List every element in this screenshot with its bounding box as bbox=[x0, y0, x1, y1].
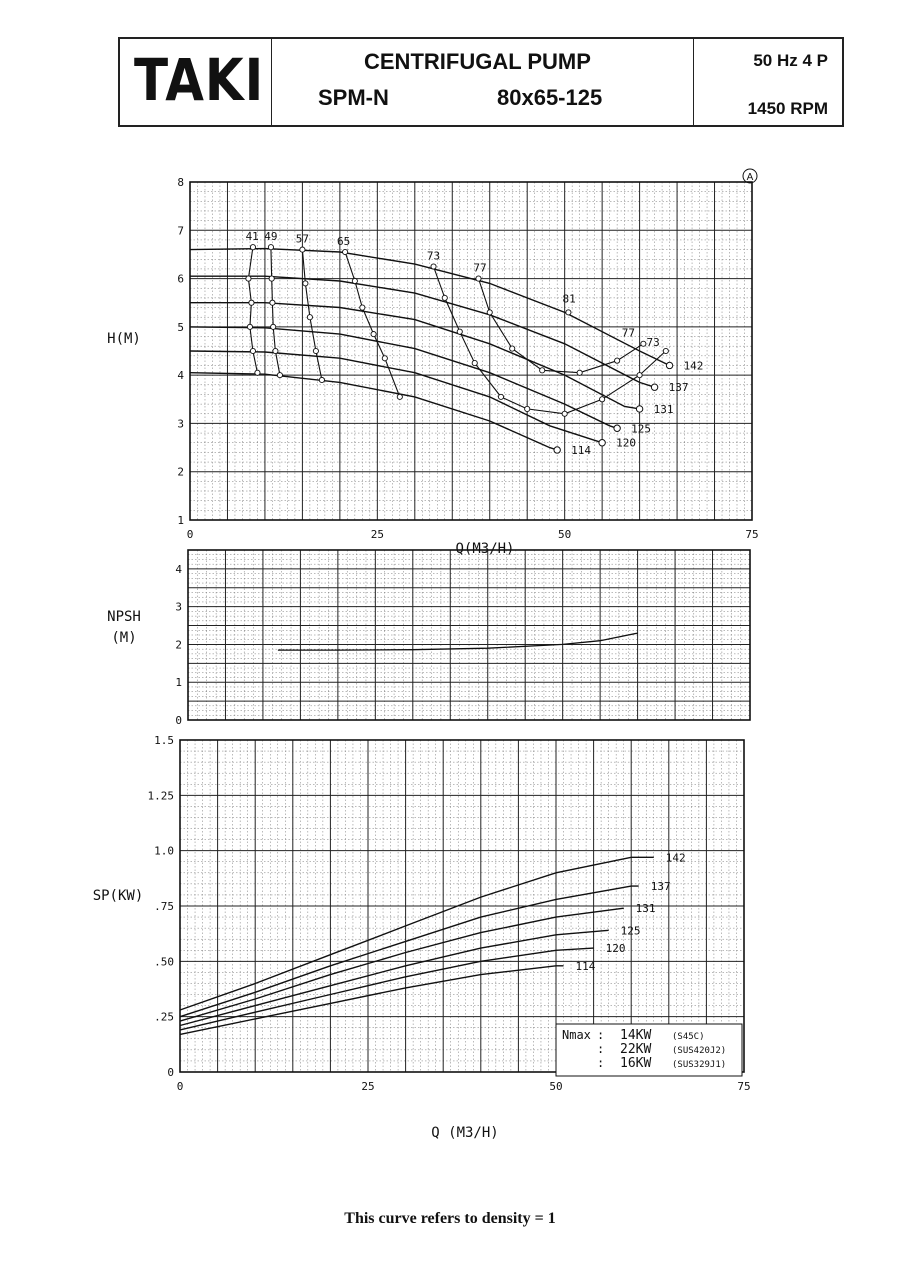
power-y-tick-label: 1.0 bbox=[154, 844, 174, 858]
npsh-y-tick-label: 0 bbox=[175, 714, 182, 727]
efficiency-point bbox=[247, 324, 252, 329]
power-curve-label-114: 114 bbox=[575, 959, 596, 973]
head-curve-label-137: 137 bbox=[668, 381, 689, 395]
efficiency-point bbox=[476, 276, 481, 281]
efficiency-point bbox=[313, 348, 318, 353]
efficiency-point bbox=[510, 346, 515, 351]
efficiency-point bbox=[268, 245, 273, 250]
efficiency-point bbox=[641, 341, 646, 346]
head-curve-label-114: 114 bbox=[571, 443, 592, 457]
efficiency-point bbox=[382, 356, 387, 361]
efficiency-point bbox=[431, 264, 436, 269]
npsh-y-axis-label: NPSH bbox=[107, 609, 141, 625]
nmax-material: (SUS329J1) bbox=[672, 1060, 727, 1070]
head-curve-label-131: 131 bbox=[653, 402, 674, 416]
efficiency-label-65: 65 bbox=[336, 234, 351, 248]
nmax-material: (S45C) bbox=[672, 1032, 705, 1042]
nmax-colon: : bbox=[597, 1042, 605, 1056]
nmax-value: 22KW bbox=[620, 1042, 652, 1057]
efficiency-point bbox=[472, 360, 477, 365]
frequency-poles: 50 Hz 4 P bbox=[753, 51, 828, 70]
npsh-y-tick-label: 1 bbox=[175, 676, 182, 690]
efficiency-point bbox=[562, 411, 567, 416]
brand-logo: TAKI bbox=[134, 47, 265, 114]
power-curve-label-137: 137 bbox=[650, 880, 671, 894]
efficiency-point bbox=[615, 358, 620, 363]
efficiency-point bbox=[271, 324, 276, 329]
efficiency-point bbox=[300, 247, 305, 252]
efficiency-point bbox=[637, 373, 642, 378]
efficiency-curve-57 bbox=[302, 250, 322, 380]
power-curve-label-120: 120 bbox=[605, 942, 626, 956]
efficiency-point bbox=[307, 315, 312, 320]
head-y-axis-label: H(M) bbox=[107, 331, 141, 347]
efficiency-point bbox=[442, 295, 447, 300]
head-y-tick-label: 7 bbox=[177, 224, 184, 238]
nmax-value: 16KW bbox=[620, 1056, 652, 1071]
efficiency-label-77: 77 bbox=[473, 261, 487, 275]
head-curve-end-marker bbox=[554, 447, 560, 453]
power-y-axis-label: SP(KW) bbox=[92, 888, 144, 904]
product-title: CENTRIFUGAL PUMP bbox=[364, 49, 591, 74]
efficiency-point bbox=[540, 368, 545, 373]
npsh-y-tick-label: 3 bbox=[175, 600, 182, 614]
head-y-tick-label: 4 bbox=[177, 369, 184, 383]
power-x-axis-label: Q (M3/H) bbox=[431, 1125, 499, 1141]
head-y-tick-label: 5 bbox=[177, 320, 184, 334]
power-curve-131 bbox=[180, 908, 624, 1021]
efficiency-point bbox=[397, 394, 402, 399]
efficiency-point bbox=[303, 281, 308, 286]
npsh-curve bbox=[278, 633, 638, 650]
corner-mark-label: A bbox=[746, 172, 754, 183]
power-curve-114 bbox=[180, 966, 564, 1035]
efficiency-point bbox=[525, 406, 530, 411]
pump-size: 80x65-125 bbox=[497, 85, 603, 110]
head-y-tick-label: 8 bbox=[177, 176, 184, 189]
power-y-tick-label: 0 bbox=[167, 1066, 174, 1079]
power-x-tick-label: 0 bbox=[176, 1080, 184, 1093]
head-y-tick-label: 1 bbox=[177, 514, 184, 527]
efficiency-label-81: 81 bbox=[562, 292, 576, 306]
power-y-tick-label: 1.5 bbox=[154, 734, 174, 747]
head-y-tick-label: 6 bbox=[177, 272, 184, 286]
efficiency-point bbox=[269, 276, 274, 281]
efficiency-label-57: 57 bbox=[295, 232, 310, 246]
npsh-y-axis-unit: (M) bbox=[111, 630, 137, 646]
efficiency-point bbox=[319, 377, 324, 382]
efficiency-point bbox=[457, 329, 462, 334]
power-y-tick-label: .75 bbox=[154, 900, 174, 913]
efficiency-point bbox=[270, 300, 275, 305]
efficiency-point bbox=[255, 370, 260, 375]
efficiency-label-77: 77 bbox=[621, 326, 635, 340]
head-curve-end-marker bbox=[599, 440, 605, 446]
head-curve-end-marker bbox=[636, 406, 642, 412]
nmax-material: (SUS420J2) bbox=[672, 1046, 727, 1056]
efficiency-point bbox=[250, 245, 255, 250]
power-y-tick-label: 1.25 bbox=[147, 789, 174, 803]
head-curve-114 bbox=[190, 373, 557, 450]
efficiency-point bbox=[663, 348, 668, 353]
efficiency-point bbox=[273, 348, 278, 353]
efficiency-point bbox=[498, 394, 503, 399]
efficiency-point bbox=[246, 276, 251, 281]
power-x-tick-label: 25 bbox=[361, 1080, 375, 1093]
head-x-tick-label: 25 bbox=[370, 528, 384, 541]
head-curve-label-125: 125 bbox=[631, 422, 651, 436]
efficiency-point bbox=[487, 310, 492, 315]
efficiency-point bbox=[566, 310, 571, 315]
power-curve-label-125: 125 bbox=[620, 924, 641, 938]
density-footnote: This curve refers to density = 1 bbox=[344, 1210, 556, 1227]
power-curve-142 bbox=[180, 857, 654, 1010]
head-curve-end-marker bbox=[614, 425, 620, 431]
efficiency-point bbox=[360, 305, 365, 310]
efficiency-point bbox=[277, 373, 282, 378]
efficiency-point bbox=[600, 397, 605, 402]
nmax-colon: : bbox=[597, 1056, 605, 1070]
efficiency-point bbox=[577, 370, 582, 375]
model-name: SPM-N bbox=[318, 85, 389, 110]
head-curve-label-142: 142 bbox=[683, 359, 704, 373]
npsh-y-tick-label: 4 bbox=[175, 562, 182, 576]
power-curve-120 bbox=[180, 948, 594, 1030]
efficiency-point bbox=[249, 300, 254, 305]
npsh-y-tick-label: 2 bbox=[175, 638, 182, 652]
efficiency-point bbox=[250, 348, 255, 353]
efficiency-point bbox=[371, 332, 376, 337]
head-curve-end-marker bbox=[666, 362, 672, 368]
efficiency-label-73: 73 bbox=[426, 249, 441, 263]
power-y-tick-label: .25 bbox=[154, 1010, 174, 1024]
power-curve-label-142: 142 bbox=[665, 851, 686, 865]
head-x-tick-label: 0 bbox=[186, 528, 194, 541]
head-curve-125 bbox=[190, 327, 617, 428]
head-x-tick-label: 75 bbox=[745, 528, 759, 541]
efficiency-point bbox=[343, 249, 348, 254]
head-y-tick-label: 2 bbox=[177, 465, 184, 479]
head-x-axis-label: Q(M3/H) bbox=[455, 541, 515, 557]
head-curve-label-120: 120 bbox=[616, 436, 637, 450]
efficiency-label-73: 73 bbox=[646, 336, 660, 350]
nmax-value: 14KW bbox=[620, 1028, 652, 1043]
efficiency-label-49: 49 bbox=[264, 229, 278, 243]
head-y-tick-label: 3 bbox=[177, 417, 184, 431]
head-curve-end-marker bbox=[651, 384, 657, 390]
power-x-tick-label: 75 bbox=[737, 1080, 751, 1093]
efficiency-point bbox=[352, 278, 357, 283]
efficiency-label-41: 41 bbox=[245, 229, 259, 243]
head-x-tick-label: 50 bbox=[558, 528, 572, 541]
rated-speed: 1450 RPM bbox=[747, 99, 828, 118]
power-y-tick-label: .50 bbox=[154, 955, 174, 969]
nmax-label: Nmax bbox=[562, 1028, 591, 1042]
power-x-tick-label: 50 bbox=[549, 1080, 563, 1093]
nmax-colon: : bbox=[597, 1028, 605, 1042]
power-curve-label-131: 131 bbox=[635, 902, 656, 916]
